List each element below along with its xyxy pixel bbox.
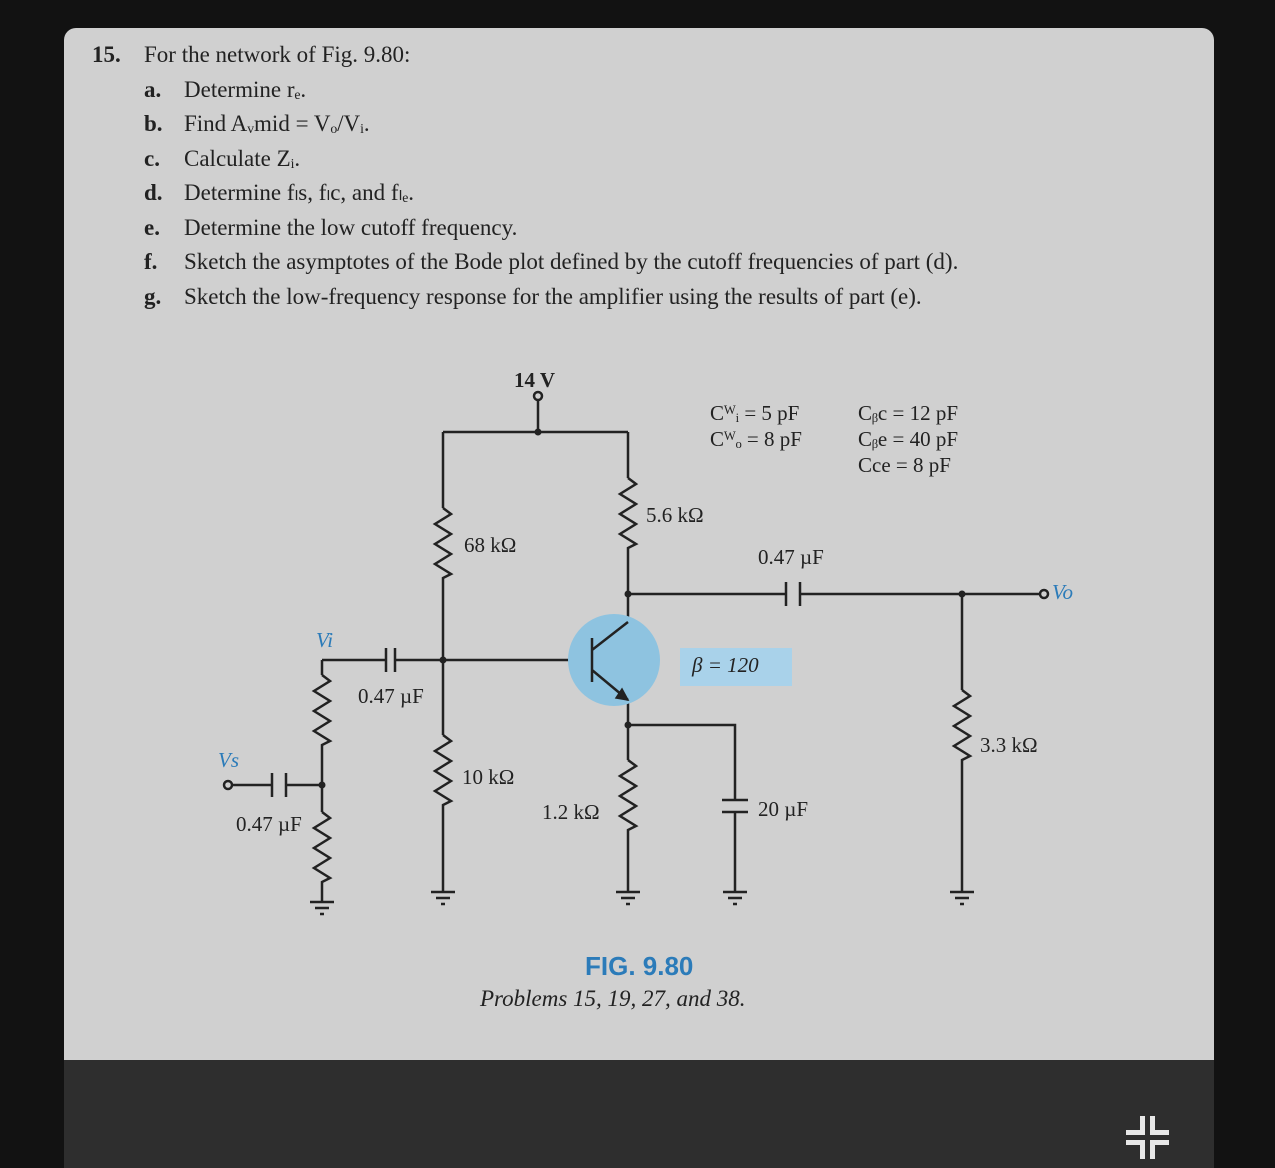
c-in-label: 0.47 µF <box>358 684 424 708</box>
problem-intro: For the network of Fig. 9.80: <box>144 42 411 67</box>
r1-label: 68 kΩ <box>464 533 517 557</box>
part-text: Determine the low cutoff frequency. <box>184 214 518 240</box>
params-right: Cᵦc = 12 pF Cᵦe = 40 pF Cce = 8 pF <box>858 401 959 477</box>
r2-label: 10 kΩ <box>462 765 515 789</box>
ce-label: 20 µF <box>758 797 809 821</box>
part-text: Find Aᵥmid = Vₒ/Vᵢ. <box>184 111 370 136</box>
rl-label: 3.3 kΩ <box>980 733 1038 757</box>
part-letter: e. <box>144 214 160 240</box>
vs-label: Vs <box>218 748 239 772</box>
vi-label: Vi <box>316 628 334 652</box>
part-letter: c. <box>144 145 160 171</box>
rc-label: 5.6 kΩ <box>646 503 704 527</box>
expand-icon[interactable] <box>1120 1112 1172 1160</box>
problem-number: 15. <box>92 42 121 67</box>
c-source-label: 0.47 µF <box>236 812 302 836</box>
beta-label: β = 120 <box>692 653 759 677</box>
part-letter: d. <box>144 180 163 205</box>
part-text: Sketch the low-frequency response for the amplifier using the results of part (e). <box>184 283 922 309</box>
part-text: Determine rₑ. <box>184 76 307 102</box>
figure-title: FIG. 9.80 <box>585 951 694 981</box>
figure-caption: Problems 15, 19, 27, and 38. <box>480 986 746 1011</box>
vo-label: Vo <box>1052 580 1073 604</box>
part-text: Determine fₗs, fₗc, and fₗₑ. <box>184 180 415 205</box>
part-letter: b. <box>144 111 163 136</box>
re-label: 1.2 kΩ <box>542 800 600 824</box>
params-left: Cᵂᵢ = 5 pF Cᵂₒ = 8 pF <box>710 401 802 451</box>
part-text: Calculate Zᵢ. <box>184 145 301 171</box>
supply-label: 14 V <box>514 368 556 392</box>
part-letter: f. <box>144 249 158 274</box>
part-text: Sketch the asymptotes of the Bode plot defined by the cutoff frequencies of part (d). <box>184 249 959 274</box>
part-letter: g. <box>144 283 162 309</box>
c-out-label: 0.47 µF <box>758 545 824 569</box>
part-letter: a. <box>144 76 162 102</box>
